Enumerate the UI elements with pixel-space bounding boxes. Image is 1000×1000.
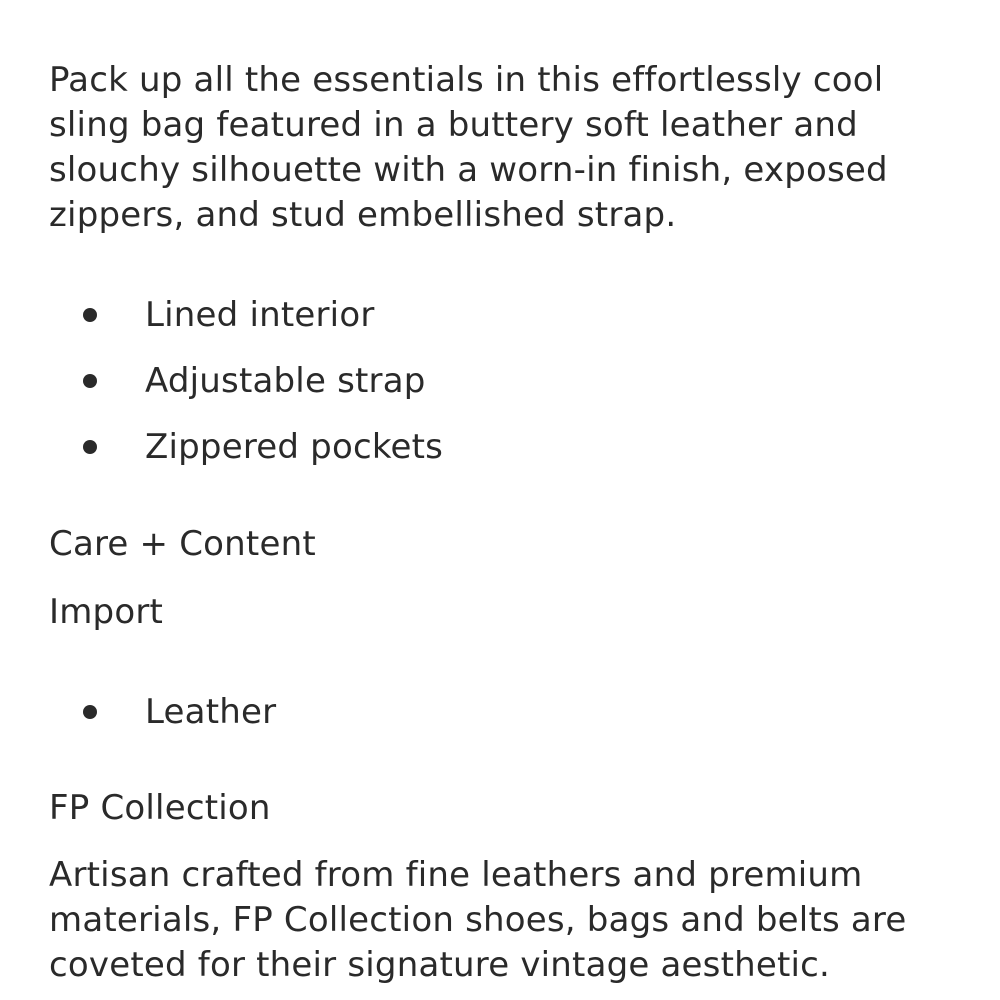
product-details	[49, 58, 949, 988]
fp-collection-description: Artisan crafted from fine leathers and premium materials, FP Collection shoes, bags and belts are coveted for their signature vintage aesthetic.	[49, 855, 907, 985]
list-item	[49, 679, 949, 745]
material-label: Leather	[145, 692, 277, 732]
product-description: Pack up all the essentials in this effortlessly cool sling bag featured in a buttery soft leather and slouchy silhouette with a worn-in finish, exposed zippers, and stud embellished strap.	[49, 60, 888, 235]
feature-label: Adjustable strap	[145, 361, 426, 401]
care-content-heading: Care + Content	[49, 524, 316, 564]
list-item	[49, 348, 949, 414]
feature-label: Lined interior	[145, 295, 375, 335]
list-item	[49, 282, 949, 348]
feature-list	[49, 282, 949, 480]
materials-list	[49, 679, 949, 745]
list-item	[49, 414, 949, 480]
bullet-icon	[83, 440, 97, 454]
import-text: Import	[49, 592, 164, 632]
bullet-icon	[83, 308, 97, 322]
fp-collection-heading: FP Collection	[49, 788, 271, 828]
bullet-icon	[83, 705, 97, 719]
bullet-icon	[83, 374, 97, 388]
feature-label: Zippered pockets	[145, 427, 444, 467]
